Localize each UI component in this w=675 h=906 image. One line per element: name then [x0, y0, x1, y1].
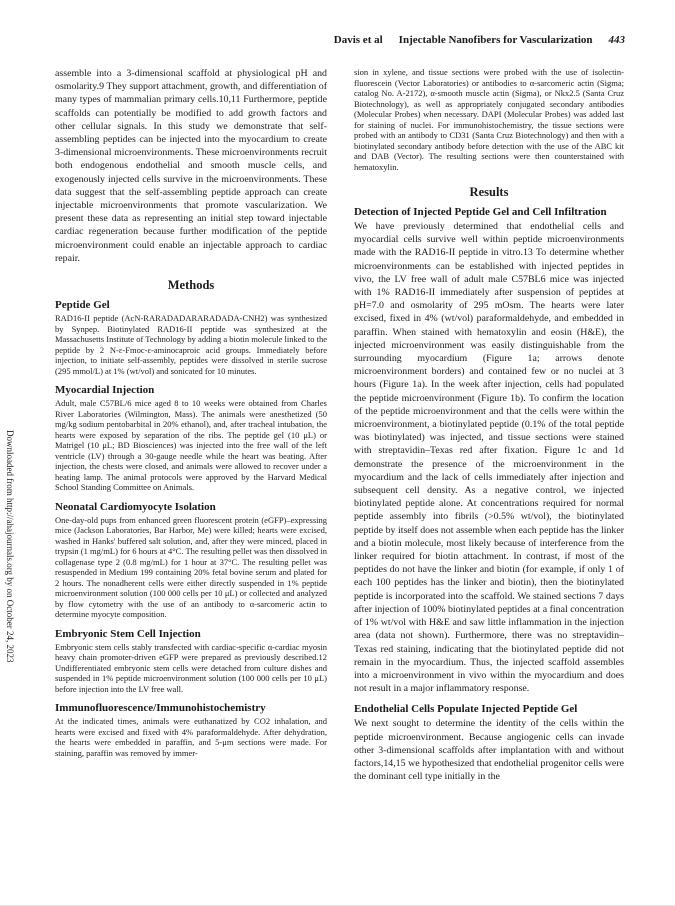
header-author: Davis et al	[333, 34, 383, 46]
detection-heading: Detection of Injected Peptide Gel and Cell Infiltration	[354, 206, 607, 218]
download-side-note	[3, 430, 17, 700]
cardiomyocyte-isolation-heading: Neonatal Cardiomyocyte Isolation	[55, 500, 216, 513]
myocardial-injection-paragraph: Adult, male C57BL/6 mice aged 8 to 10 weeks were obtained from Charles River Laboratories (Wilmington, Mass). The animals were anesthetized (50 mg/kg sodium pentobarbital in 20% ethanol), and, after tracheal intubation, the hearts were exposed by separation of the ribs. The peptide gel (10 μL) or Matrigel (10 μL; BD Biosciences) was injected into the free wall of the left ventricle (LV) through a 30-gauge needle while the heart was beating. After injection, the chests were closed, and animals were allowed to recover under a heating lamp. The animal protocols were approved by the Harvard Medical School Standing Committee on Animals.	[55, 398, 327, 493]
page-number: 443	[608, 34, 625, 46]
methods-heading: Methods	[167, 278, 215, 293]
immunohistochemistry-paragraph: At the indicated times, animals were euthanatized by CO2 inhalation, and hearts were excised and fixed with 4% paraformaldehyde. After dehydration, the hearts were embedded in paraffin, and 5-μm sections were made. For staining, paraffin was removed by immer-	[55, 716, 327, 758]
running-header	[300, 34, 625, 48]
detection-paragraph: We have previously determined that endothelial cells and myocardial cells survive well within peptide microenvironments made with the RAD16-II peptide in vitro.13 To determine whether microenvironments can be established with injected peptides in vivo, the LV free wall of adult male C57BL6 mice was injected with 1% RAD16-II immediately after suspension of peptides at pH=7.0 and osmolarity of 295 mOsm. The hearts were later excised, fixed in 4% (wt/vol) paraformaldehyde, and embedded in paraffin. When stained with hematoxylin and eosin (H&E), the injected microenvironment was easily distinguishable from the surrounding myocardium (Figure 1a; arrows denote microenvironment borders) and contained few or no nuclei at 3 hours (Figure 1a). In the week after injection, cells had populated the peptide microenvironment (Figure 1b). To confirm the location of the peptide microenvironment and that the cells were within the microenvironment, a biotinylated peptide (0.1% of the total peptide was biotinylated) was injected, and tissue sections were stained with streptavidin–Texas red after fixation. Figure 1c and 1d demonstrate the presence of the microenvironment in the myocardium and the lack of cells immediately after injection and subsequent cell density. As a negative control, we injected biotinylated peptide alone. At concentrations required for normal peptide assembly into fibrils (>0.5% wt/vol), the biotinylated peptide by itself does not assemble when each peptide has the linker and a biotin molecule, most likely because of interference from the linker required for biotin attachment. In contrast, if most of the peptides do not have the linker and biotin (for example, if only 1 of each 100 peptides has the linker and biotin), then the biotinylated peptide is incorporated into the scaffold. We stained sections 7 days after injection of 100% biotinylated peptides at a final concentration of 1% wt/vol with H&E and saw little inflammation in the injection area (data not shown). Furthermore, there was no streptavidin–Texas red staining, indicating that the biotinylated peptide did not remain in the myocardium. Thus, the injected scaffold assembles into a microenvironment in vivo within the myocardium and does not result in a major inflammatory response.	[354, 221, 624, 695]
endothelial-heading: Endothelial Cells Populate Injected Peptide Gel	[354, 703, 578, 716]
myocardial-injection-heading: Myocardial Injection	[55, 384, 155, 397]
stem-cell-injection-paragraph: Embryonic stem cells stably transfected with cardiac-specific α-cardiac myosin heavy chain promoter-driven eGFP were prepared as previously described.12 Undifferentiated embryonic stem cells were detached from culture dishes and suspended in 1% peptide microenvironment solution (100 000 cells per 10 μL) before injection into the LV free wall.	[55, 641, 327, 694]
left-column	[55, 67, 327, 758]
results-heading: Results	[469, 185, 509, 199]
stem-cell-injection-heading: Embryonic Stem Cell Injection	[55, 627, 201, 640]
intro-paragraph: assemble into a 3-dimensional scaffold at physiological pH and osmolarity.9 They support attachment, growth, and differentiation of many types of mammalian primary cells.10,11 Furthermore, peptide scaffolds can potentially be modified to add growth factors and other cellular signals. In this study we demonstrate that self-assembling peptides can be injected into the myocardium to create 3-dimensional microenvironments. These microenvironments recruit both endogenous endothelial and smooth muscle cells, and exogenously injected cells survive in the microenvironments. These data suggest that the self-assembling peptide approach can create injectable microenvironments that promote vascularization. We present these data as representing an initial step toward injectable cardiac regeneration because further modification of the peptide microenvironment could enable an injectable approach to cardiac repair.	[55, 68, 327, 264]
immunohistochemistry-continued: sion in xylene, and tissue sections were probed with the use of isolectin-fluorescein (Vector Laboratories) or antibodies to α-sarcomeric actin (Sigma; catalog No. A-2172), α-smooth muscle actin (Sigma), or Nkx2.5 (Santa Cruz Biotechnology), as well as appropriately conjugated secondary antibodies (Molecular Probes) when necessary. DAPI (Molecular Probes) was added last for staining of nuclei. For immunohistochemistry, the tissue sections were probed with an antibody to CD31 (Santa Cruz Biotechnology) and then with a biotinylated secondary antibody before detection with the use of the ABC kit and DAB (Vector). The resulting sections were then counterstained with hematoxylin.	[354, 67, 624, 172]
peptide-gel-paragraph: RAD16-II peptide (AcN-RARADADARARADADA-CNH2) was synthesized by Synpep. Biotinylated RAD16-II peptide was synthesized at the Massachusetts Institute of Technology by adding a biotin molecule linked to the peptide by 2 N-ε-Fmoc-ε-aminocaproic acid groups. Immediately before injection, to initiate self-assembly, peptides were dissolved in sterile sucrose (295 mmol/L) at 1% (wt/vol) and sonicated for 10 minutes.	[55, 313, 327, 376]
immunohistochemistry-heading: Immunofluorescence/Immunohistochemistry	[55, 702, 266, 715]
peptide-gel-heading: Peptide Gel	[55, 299, 110, 312]
header-title: Injectable Nanofibers for Vascularization	[398, 34, 593, 46]
cardiomyocyte-isolation-paragraph: One-day-old pups from enhanced green fluorescent protein (eGFP)–expressing mice (Jackson Laboratories, Bar Harbor, Me) were killed; hearts were excised, washed in Hanks' buffered salt solution, and, after they were minced, placed in trypsin (1 mg/mL) for 6 hours at 4°C. The resulting pellet was then dissolved in collagenase type 2 (0.8 mg/mL) for 1 hour at 37°C. The resulting pellet was resuspended in Medium 199 containing 20% fetal bovine serum and plated for 2 hours. The nonadherent cells were either directly suspended in 1% peptide microenvironment solution (100 000 cells per 10 μL) or collected and analyzed by flow cytometry with the use of an antibody to α-sarcomeric actin to determine myocyte composition.	[55, 514, 327, 620]
side-note-text: Downloaded from http://ahajournals.org by on October 24, 2023	[5, 430, 15, 663]
endothelial-paragraph: We next sought to determine the identity of the cells within the peptide microenvironment. Because angiogenic cells can invade other 3-dimensional scaffolds after implantation with and without factors,14,15 we hypothesized that endothelial progenitor cells were the dominant cell type initially in the	[354, 718, 624, 783]
right-column	[354, 67, 624, 783]
